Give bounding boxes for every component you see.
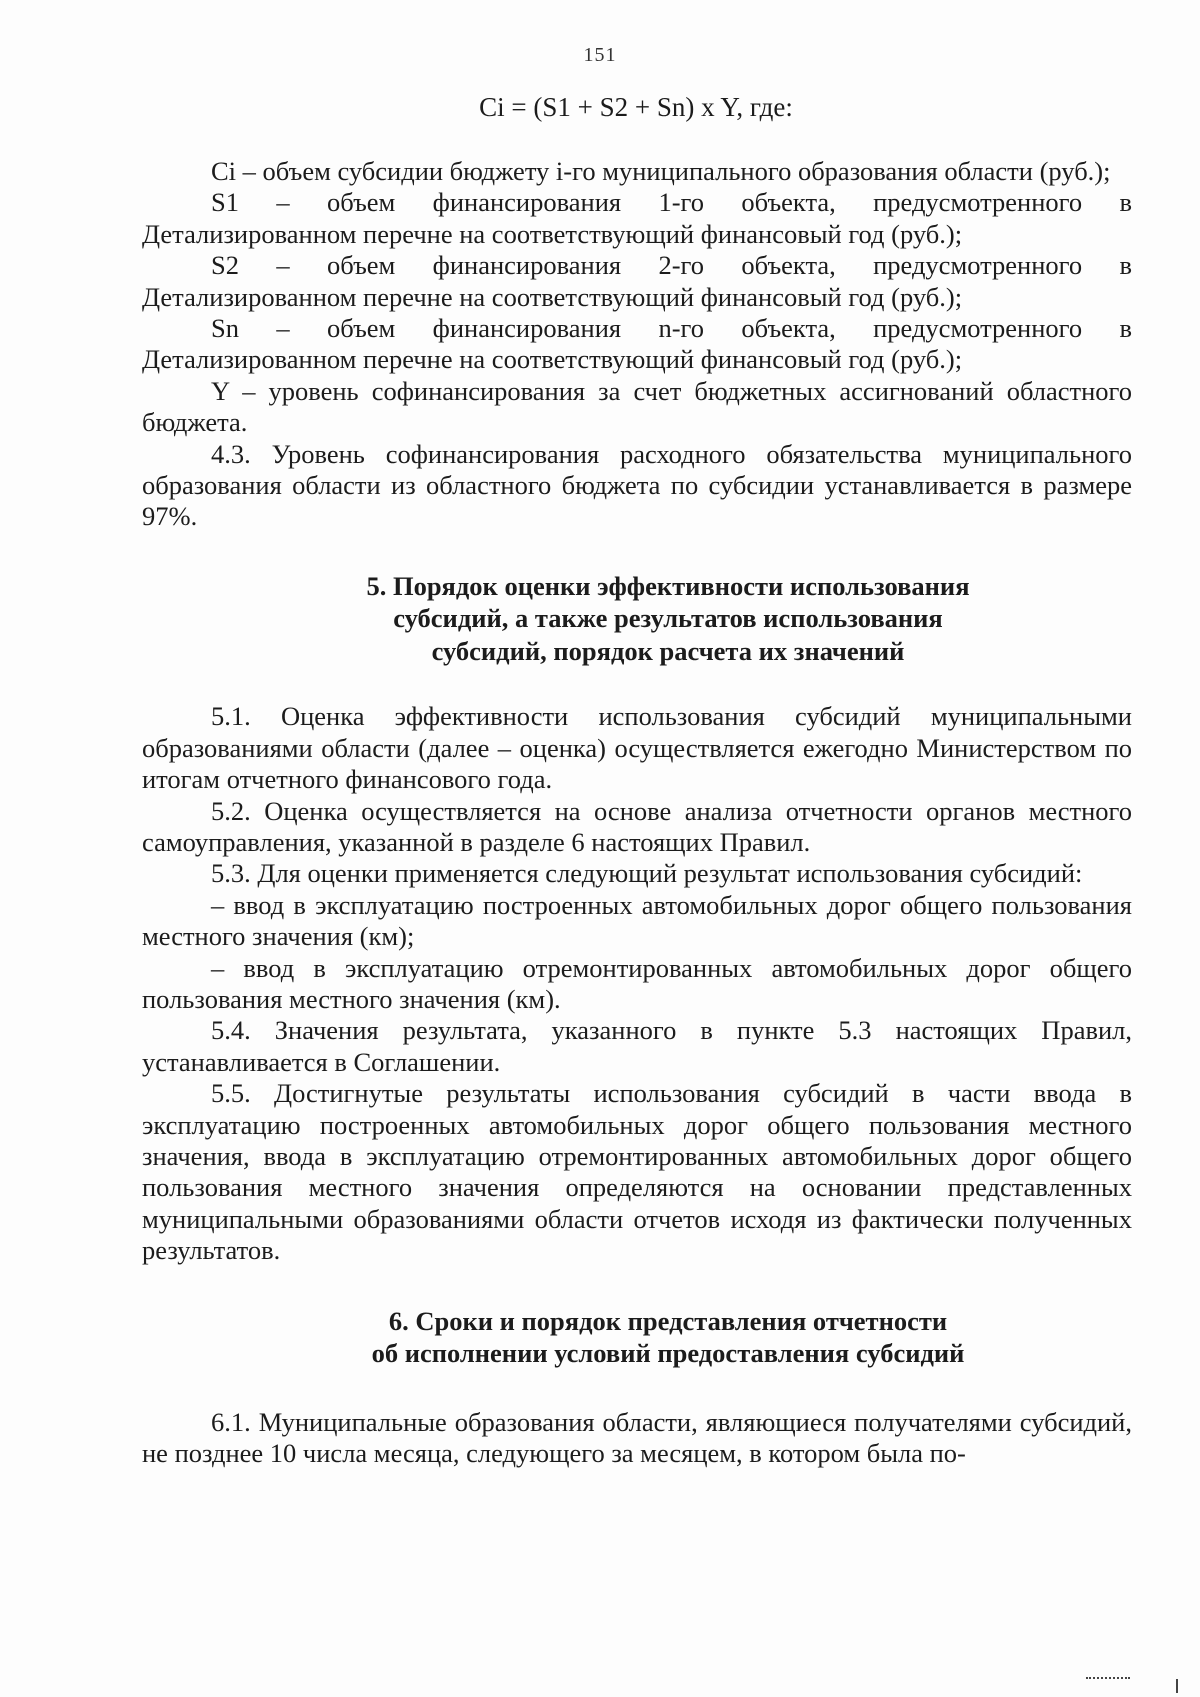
scan-edge-tick: [1176, 1679, 1178, 1693]
list-item-built-roads: – ввод в эксплуатацию построенных автомобильных дорог общего пользования местного значения (км);: [142, 889, 1132, 952]
page-number: 151: [583, 44, 617, 66]
section-5-heading-line: субсидий, порядок расчета их значений: [431, 635, 905, 666]
section-6-heading-line: об исполнении условий предоставления субсидий: [371, 1338, 965, 1369]
paragraph-5-2: 5.2. Оценка осуществляется на основе анализа отчетности органов местного самоуправления, указанной в разделе 6 настоящих Правил.: [142, 795, 1132, 857]
subsidy-formula: Ci = (S1 + S2 + Sn) x Y, где:: [479, 92, 793, 122]
paragraph-5-1: 5.1. Оценка эффективности использования субсидий муниципальными образованиями области (далее – оценка) осуществляется ежегодно Министерством по итогам отчетного финансового года.: [142, 701, 1132, 795]
definition-ci: Ci – объем субсидии бюджету i-го муниципального образования области (руб.);: [211, 156, 1111, 186]
definition-s2: S2 – объем финансирования 2-го объекта, предусмотренного в Детализированном перечне на соответствующий финансовый год (руб.);: [142, 250, 1132, 312]
list-item-repaired-roads: – ввод в эксплуатацию отремонтированных автомобильных дорог общего пользования местного значения (км).: [142, 952, 1132, 1015]
section-5-heading: [142, 570, 1132, 668]
paragraph-6-1: 6.1. Муниципальные образования области, являющиеся получателями субсидий, не позднее 10 числа месяца, следующего за месяцем, в котором была по-: [142, 1406, 1132, 1469]
paragraph-5-3: 5.3. Для оценки применяется следующий результат использования субсидий:: [211, 858, 1083, 889]
definition-y: Y – уровень софинансирования за счет бюджетных ассигнований областного бюджета.: [142, 375, 1132, 438]
paragraph-5-4: 5.4. Значения результата, указанного в пункте 5.3 настоящих Правил, устанавливается в Соглашении.: [142, 1015, 1132, 1077]
paragraph-5-5: 5.5. Достигнутые результаты использования субсидий в части ввода в эксплуатацию построенных автомобильных дорог общего пользования местного значения, ввода в эксплуатацию отремонтированных автомобильных дорог общего пользования местного значения определяются на основании представленных муниципальными образованиями области отчетов исходя из фактически полученных результатов.: [142, 1078, 1132, 1266]
definition-s1: S1 – объем финансирования 1-го объекта, предусмотренного в Детализированном перечне на соответствующий финансовый год (руб.);: [142, 187, 1132, 249]
section-6-heading-line: 6. Сроки и порядок представления отчетности: [388, 1305, 948, 1336]
paragraph-4-3: 4.3. Уровень софинансирования расходного обязательства муниципального образования области из областного бюджета по субсидии устанавливается в размере 97%.: [142, 438, 1132, 532]
section-5-heading-line: субсидий, а также результатов использования: [393, 603, 943, 634]
document-body: [142, 156, 1132, 1470]
scan-corner-mark: [1086, 1677, 1130, 1689]
section-6-heading: [142, 1305, 1132, 1370]
definition-sn: Sn – объем финансирования n-го объекта, предусмотренного в Детализированном перечне на соответствующий финансовый год (руб.);: [142, 313, 1132, 375]
section-5-heading-line: 5. Порядок оценки эффективности использования: [366, 570, 970, 601]
